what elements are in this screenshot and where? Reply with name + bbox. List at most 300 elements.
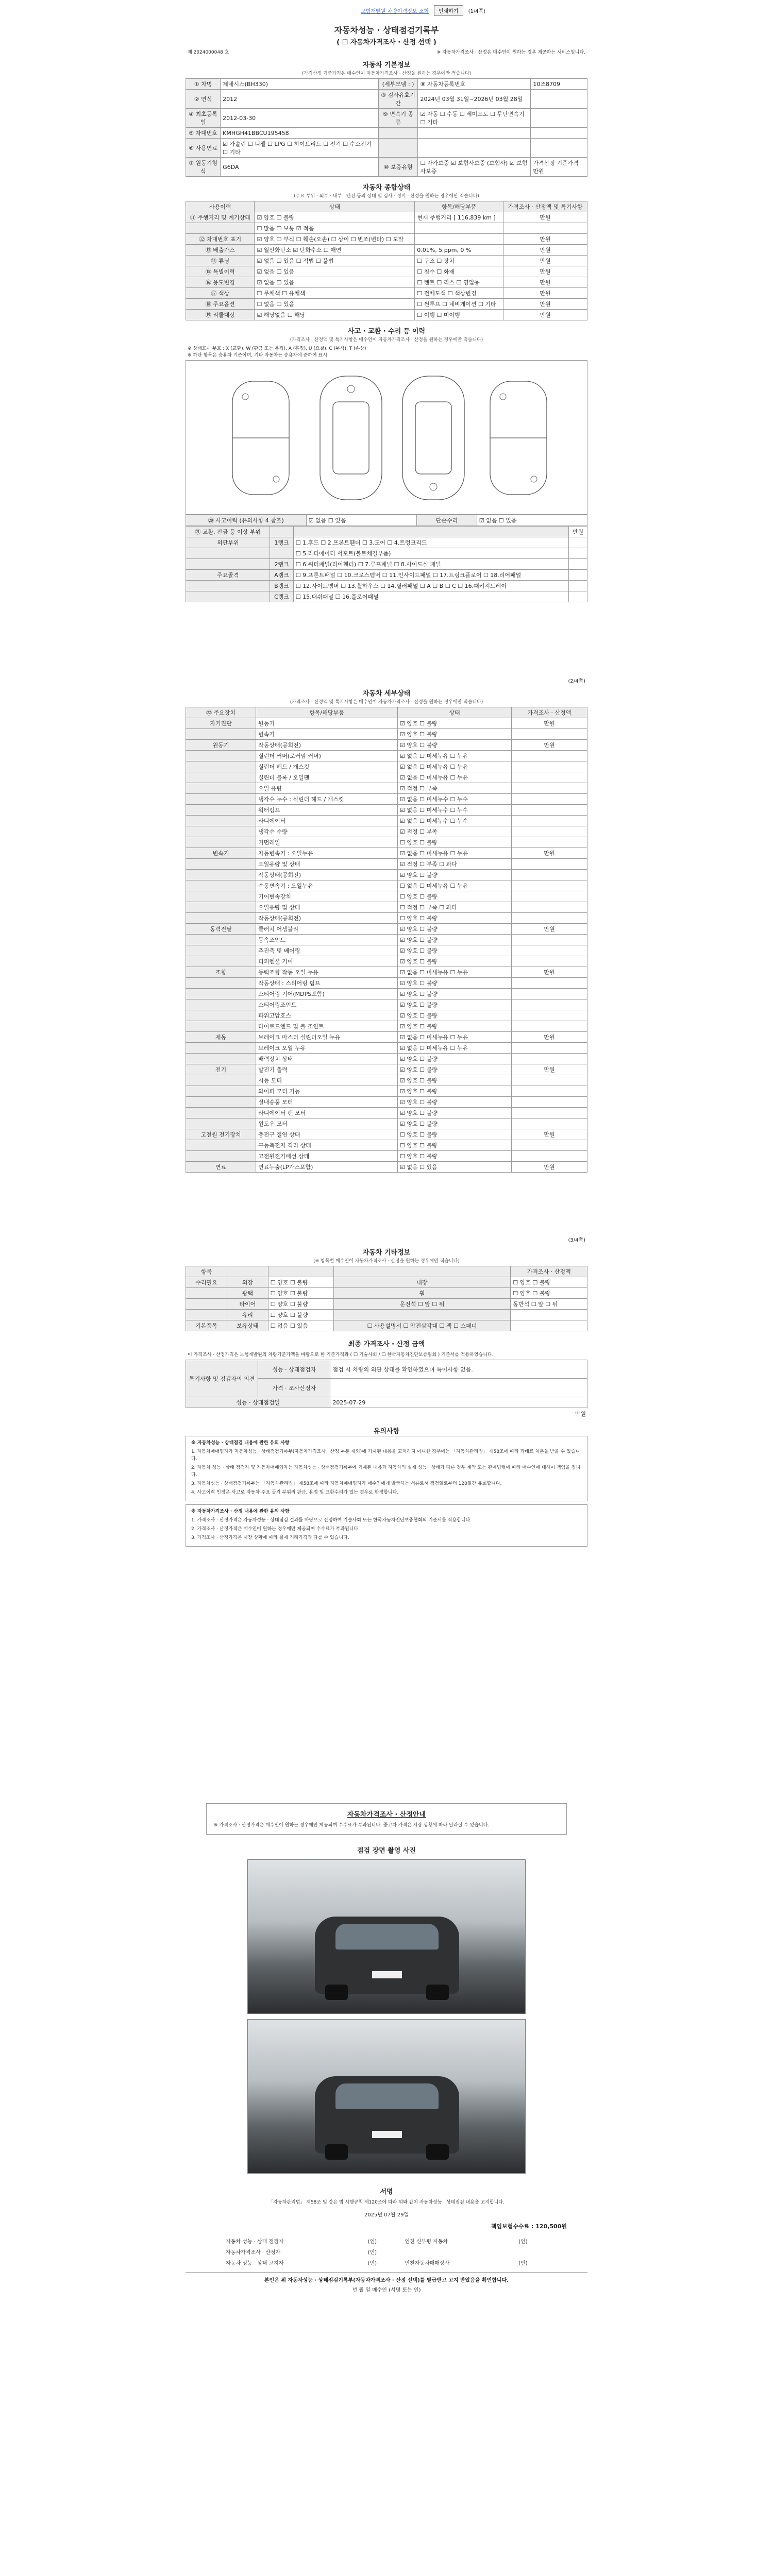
overall-row-cell: ☐ 렌트 ☐ 리스 ☐ 영업용 [415,277,503,288]
other-row-cell: ☐ 양호 ☐ 불량 [511,1288,587,1299]
detail-row-cell [511,816,587,826]
overall-row-cell: ⑯ 용도변경 [186,277,255,288]
detail-row-cell: 구동축전지 격리 상태 [256,1140,398,1151]
detail-row-cell [511,826,587,837]
note-item: 2. 가격조사 · 산정가격은 매수인이 원하는 경우에만 제공되며 수수료가 부과됩니다. [191,1527,360,1532]
detail-row-cell [511,751,587,761]
photo-title: 점검 장면 촬영 사진 [357,1847,416,1855]
basic-row [186,139,587,158]
other-row [186,1288,587,1299]
detail-row-cell [511,989,587,999]
panel-row [186,548,587,559]
detail-row-cell: ☑ 양호 ☐ 불량 [397,1075,511,1086]
overall-row-cell: ☐ 전체도색 ☐ 색상변경 [415,288,503,299]
basic-row [186,90,587,109]
detail-row-cell: 실린더 블록 / 오일팬 [256,772,398,783]
sign-cell: 자동차 성능 · 상태 고지자 [226,2261,284,2266]
detail-row-cell [186,816,256,826]
doc-number: 제 2024000048 호 [188,50,229,55]
overall-row-cell: ☑ 양호 ☐ 부식 ☐ 훼손(오손) ☐ 상이 ☐ 변조(변타) ☐ 도말 [255,234,415,245]
overall-row-cell [186,223,255,234]
detail-subtitle: (가격조사 · 산정액 및 특기사항은 매수인이 자동차가격조사 · 산정을 원하는 경우에만 적습니다) [290,700,483,705]
detail-row [186,902,587,913]
other-row-cell: ☐ 양호 ☐ 불량 [268,1299,333,1310]
overall-row-cell: ☐ 구조 ☐ 장치 [415,256,503,266]
detail-row-cell: 브레이크 마스터 실린더오일 누유 [256,1032,398,1043]
other-row-cell: ☐ 양호 ☐ 불량 [268,1310,333,1320]
detail-row [186,805,587,816]
detail-row-cell: ☐ 양호 ☐ 불량 [397,1129,511,1140]
detail-row-cell: ☑ 적정 ☐ 부족 [397,783,511,794]
detail-row [186,1108,587,1118]
detail-row-cell: 냉각수 누수 : 실린더 헤드 / 개스킷 [256,794,398,805]
panel-row-cell: ☐ 12.사이드멤버 ☐ 13.휠하우스 ☐ 14.필러패널 ☐ A ☐ B ☐ C ☐ 16.패키지트레이 [293,581,568,591]
inspect-date-label: 성능 · 상태점검일 [186,1397,330,1408]
detail-row-cell: ☐ 양호 ☐ 불량 [397,1140,511,1151]
sign-cell: (인) [367,2250,377,2256]
detail-row-cell: 연료누출(LP가스포함) [256,1162,398,1173]
detail-row-cell: 작동상태(공회전) [256,913,398,924]
detail-row [186,1032,587,1043]
detail-row-cell: 라디에이터 [256,816,398,826]
print-button[interactable]: 인쇄하기 [434,5,463,16]
detail-row-cell [186,859,256,870]
detail-row [186,1129,587,1140]
detail-row [186,1097,587,1108]
repair-label: 단순수리 [416,515,477,526]
detail-title: 자동차 세부상태 [362,690,411,698]
other-row-cell: 광택 [227,1288,268,1299]
detail-row-cell: ☑ 없음 ☐ 미세누수 ☐ 누수 [397,794,511,805]
car-top-front [320,376,382,500]
overall-row-cell: ☑ 없음 ☐ 있음 ☐ 적법 ☐ 불법 [255,256,415,266]
detail-row-cell: 작동상태 : 스티어링 펌프 [256,978,398,989]
detail-row-cell: ☑ 없음 ☐ 미세누유 ☐ 누유 [397,967,511,978]
basic-row-cell: 10조8709 [531,79,587,90]
inspector-role-2: 가격 · 조사산정자 [258,1379,330,1397]
sign-cell: (인) [518,2239,528,2245]
detail-row-cell: 만원 [511,1162,587,1173]
detail-row-cell: ☑ 양호 ☐ 불량 [397,1097,511,1108]
detail-row-cell [186,1021,256,1032]
detail-row-cell: 연료 [186,1162,256,1173]
detail-row-cell [186,1097,256,1108]
other-head-cell: 가격조사 · 산정액 [511,1266,587,1277]
overall-row-cell: ⑫ 차대번호 표기 [186,234,255,245]
other-title: 자동차 기타정보 [362,1249,411,1257]
detail-row-cell [511,1108,587,1118]
sign-cell: (인) [367,2261,377,2266]
detail-row [186,1064,587,1075]
note-item: 3. 가격조사 · 산정가격은 시장 상황에 따라 실제 거래가격과 다를 수 있습니다. [191,1535,349,1540]
detail-row-cell: ☐ 적정 ☐ 부족 ☐ 과다 [397,902,511,913]
detail-row-cell [511,783,587,794]
detail-row [186,751,587,761]
overall-row-cell: ☑ 없음 ☐ 있음 [255,266,415,277]
detail-row-cell: 수동변속기 : 오일누유 [256,880,398,891]
detail-row-cell [511,880,587,891]
detail-row-cell [511,837,587,848]
overall-row-cell: 현재 주행거리 [ 116,839 km ] [415,212,503,223]
panel-row-cell [270,548,293,559]
panel-row-cell [568,537,587,548]
history-link[interactable]: 보험개발원 차량이력정보 조회 [361,9,429,14]
detail-row [186,1075,587,1086]
inspector-label: 특기사항 및 점검자의 의견 [186,1360,258,1397]
other-row-cell [186,1310,227,1320]
page-3-marker: (3/4쪽) [568,1238,585,1243]
detail-row [186,848,587,859]
detail-row-cell [186,826,256,837]
detail-row-cell [511,1021,587,1032]
sign-row [222,2246,551,2257]
detail-row-cell: ☑ 양호 ☐ 불량 [397,729,511,740]
notes-head-1: ※ 자동차성능 · 상태점검 내용에 관한 유의 사항 [191,1440,290,1446]
detail-row-cell: ☑ 양호 ☐ 불량 [397,945,511,956]
overall-row [186,256,587,266]
sign-footer-2: 년 월 일 매수인 (서명 또는 인) [352,2287,421,2293]
detail-row-cell: 충전구 절연 상태 [256,1129,398,1140]
overall-row-cell: 만원 [503,245,587,256]
basic-table [186,78,587,177]
overall-row-cell: 만원 [503,234,587,245]
detail-row-cell [186,1118,256,1129]
panel-row-cell: 2랭크 [270,559,293,570]
car-diagram-svg [186,361,587,514]
detail-row [186,761,587,772]
overall-head-cell: 상태 [255,201,415,212]
detail-row-cell: ☑ 양호 ☐ 불량 [397,1021,511,1032]
overall-row-cell: 만원 [503,266,587,277]
detail-row [186,837,587,848]
other-row [186,1299,587,1310]
detail-row-cell: 자기진단 [186,718,256,729]
basic-row-cell: ☐ 자가보증 ☑ 보험사보증 (보험사) ☑ 보험사보증 [418,158,531,177]
basic-row-cell: ③ 검사유효기간 [378,90,418,109]
overall-title: 자동차 종합상태 [362,184,411,192]
detail-row-cell [511,772,587,783]
detail-row-cell: 라디에이터 팬 모터 [256,1108,398,1118]
detail-row [186,935,587,945]
detail-row-cell: 발전기 출력 [256,1064,398,1075]
fee-value: 120,500원 [535,2223,567,2230]
detail-row-cell: 실린더 헤드 / 개스킷 [256,761,398,772]
detail-row-cell: ☐ 없음 ☐ 미세누유 ☐ 누유 [397,880,511,891]
other-table [186,1266,587,1331]
price-table [186,1360,587,1408]
other-row-cell: 동반석 ☐ 앞 ☐ 뒤 [511,1299,587,1310]
sign-cell: (인) [367,2239,377,2245]
detail-row-cell [511,1140,587,1151]
sign-cell: (인) [518,2261,528,2266]
overall-row-cell: 만원 [503,277,587,288]
page-4 [186,1798,587,2293]
detail-row-cell: ☐ 양호 ☐ 불량 [397,891,511,902]
basic-row-cell: 2024년 03월 31일~2026년 03월 28일 [418,90,531,109]
detail-row-cell [511,859,587,870]
basic-subtitle: (가격산정 기준가격은 매수인이 자동차가격조사 · 산정을 원하는 경우에만 적습니다) [301,71,472,76]
basic-row [186,128,587,139]
note-item: 1. 가격조사 · 산정가격은 자동차성능 · 상태점검 결과를 바탕으로 산정하며 기술사회 또는 한국자동차진단보증협회의 기준서를 적용합니다. [191,1518,472,1523]
overall-row [186,223,587,234]
car-front-image [315,1917,459,1994]
detail-row [186,1054,587,1064]
detail-row-cell: ☑ 양호 ☐ 불량 [397,718,511,729]
other-row-cell: 외장 [227,1277,268,1288]
detail-row-cell: 고전원 전기장치 [186,1129,256,1140]
basic-row [186,79,587,90]
detail-row-cell [186,1075,256,1086]
inspection-photo-front [247,1859,526,2014]
overall-head [186,201,587,212]
detail-row-cell [511,945,587,956]
detail-row-cell: 스티어링조인트 [256,999,398,1010]
detail-row-cell: 오일유량 및 상태 [256,859,398,870]
overall-row-cell: ☐ 썬루프 ☐ 네비게이션 ☐ 기타 [415,299,503,310]
fee-line [186,2221,587,2231]
damage-note-1: ※ 상태표시 부호 : X (교환), W (판금 또는 용접), A (흠집), U (요철), C (부식), T (손상) [188,346,366,351]
other-row-cell: 유리 [227,1310,268,1320]
detail-row-cell [511,935,587,945]
accident-value: ☑ 없음 ☐ 있음 [306,515,416,526]
detail-row-cell: ☑ 양호 ☐ 불량 [397,978,511,989]
panel-head-cell [293,527,568,537]
panel-row-cell: ☐ 5.라디에이터 서포트(볼트체결부품) [293,548,568,559]
detail-row-cell [186,945,256,956]
detail-row [186,978,587,989]
overall-row [186,234,587,245]
panel-row [186,537,587,548]
basic-row-cell: 2012-03-30 [221,109,378,128]
detail-row-cell [186,956,256,967]
other-row-cell: 휠 [333,1288,511,1299]
detail-row-cell: ☑ 없음 ☐ 미세누유 ☐ 누유 [397,848,511,859]
detail-row [186,783,587,794]
doc-subtitle: ( ☐ 자동차가격조사 · 산정 선택 ) [337,39,436,46]
detail-row-cell: 등속조인트 [256,935,398,945]
detail-head-cell: 상태 [397,707,511,718]
overall-row-cell: ☐ 침수 ☐ 화재 [415,266,503,277]
detail-head-cell: 항목/해당부품 [256,707,398,718]
inspection-photo-rear [247,2019,526,2174]
detail-row-cell: 시동 모터 [256,1075,398,1086]
detail-row-cell [511,870,587,880]
overall-row-cell [415,223,503,234]
basic-row-cell: ☑ 가솔린 ☐ 디젤 ☐ LPG ☐ 하이브리드 ☐ 전기 ☐ 수소전기 ☐ 기타 [221,139,378,158]
detail-row-cell [511,999,587,1010]
detail-row-cell: 변속기 [256,729,398,740]
detail-row [186,859,587,870]
overall-row-cell: 만원 [503,256,587,266]
price-title: 최종 가격조사 · 산정 금액 [348,1341,425,1348]
detail-row-cell: ☑ 양호 ☐ 불량 [397,1064,511,1075]
basic-row-cell: (세부모델 : ) [378,79,418,90]
inspector-role-1: 성능 · 상태점검자 [258,1360,330,1379]
panel-row-cell [568,548,587,559]
detail-row-cell: ☐ 양호 ☐ 불량 [397,837,511,848]
panel-row [186,570,587,581]
detail-row-cell: 만원 [511,967,587,978]
detail-row-cell: ☑ 양호 ☐ 불량 [397,999,511,1010]
overall-row-cell [503,223,587,234]
detail-row-cell: 만원 [511,1129,587,1140]
detail-row-cell: ☑ 없음 ☐ 미세누유 ☐ 누유 [397,751,511,761]
detail-row-cell [186,870,256,880]
panel-row [186,559,587,570]
detail-row-cell: 원동기 [256,718,398,729]
detail-row-cell: ☑ 양호 ☐ 불량 [397,1086,511,1097]
detail-row [186,870,587,880]
sign-cell: 자동차 성능 · 상태 점검자 [226,2239,284,2245]
basic-row-cell: 2012 [221,90,378,109]
overall-row-cell: ☐ 무채색 ☐ 유채색 [255,288,415,299]
detail-row-cell: 추진축 및 베어링 [256,945,398,956]
sign-cell: 인천 신부평 자동차 [405,2239,448,2245]
car-rear-image [315,2076,459,2154]
detail-row-cell: ☑ 없음 ☐ 있음 [397,1162,511,1173]
basic-row-cell [531,109,587,128]
damage-note-2: ※ 하단 항목은 승용차 기준이며, 기타 자동차는 승용차에 준하여 표시 [188,353,327,358]
detail-row-cell [186,913,256,924]
other-head [186,1266,587,1277]
page-1 [186,16,587,602]
detail-table [186,707,587,1173]
sign-cell [514,2246,551,2257]
overall-row-cell: ☐ 없음 ☐ 있음 [255,299,415,310]
price-unit: 만원 [575,1411,586,1417]
detail-row-cell: ☑ 양호 ☐ 불량 [397,989,511,999]
panel-row-cell [568,591,587,602]
detail-row-cell: 작동상태(공회전) [256,870,398,880]
sign-text: 「자동차관리법」 제58조 및 같은 법 시행규칙 제120조에 따라 위와 같이 자동차성능 · 상태점검 내용을 고지합니다. [268,2200,505,2205]
overall-head-cell: 가격조사 · 산정액 및 특기사항 [503,201,587,212]
detail-row-cell: 배력장치 상태 [256,1054,398,1064]
detail-row-cell: ☑ 없음 ☐ 미세누유 ☐ 누유 [397,1043,511,1054]
sign-footer [186,2272,587,2293]
detail-row-cell: 제동 [186,1032,256,1043]
detail-row-cell: 실내송풍 모터 [256,1097,398,1108]
detail-row-cell: 디퍼렌셜 기어 [256,956,398,967]
note-item: 2. 자동차 성능 · 상태 점검자 및 자동차매매업자는 자동차성능 · 상태점검기록부에 기재된 내용과 자동차의 실제 성능 · 상태가 다른 경우 계약 또는 관계법령에 따라 매수인에 대하여 책임을 집니다. [191,1465,581,1478]
panel-row-cell [568,581,587,591]
other-row-cell [511,1320,587,1331]
detail-row-cell: 만원 [511,848,587,859]
detail-row-cell [511,761,587,772]
detail-row-cell: ☑ 양호 ☐ 불량 [397,924,511,935]
detail-row [186,772,587,783]
detail-row-cell: ☑ 양호 ☐ 불량 [397,935,511,945]
detail-row [186,740,587,751]
detail-row [186,924,587,935]
repair-value: ☑ 없음 ☐ 있음 [477,515,587,526]
other-row-cell [186,1299,227,1310]
overall-row-cell: ⑮ 특별이력 [186,266,255,277]
overall-row [186,245,587,256]
banner-title: 자동차가격조사 · 산정안내 [347,1811,426,1819]
detail-row-cell: ☑ 없음 ☐ 미세누수 ☐ 누수 [397,805,511,816]
detail-head-cell: ㉒ 주요장치 [186,707,256,718]
detail-row [186,956,587,967]
detail-row-cell [186,1140,256,1151]
detail-row-cell [186,891,256,902]
detail-row [186,967,587,978]
panel-row-cell: ☐ 1.후드 ☐ 2.프론트휀더 ☐ 3.도어 ☐ 4.트렁크리드 [293,537,568,548]
detail-row-cell: ☑ 없음 ☐ 미세누수 ☐ 누수 [397,816,511,826]
detail-head [186,707,587,718]
detail-row-cell [511,805,587,816]
other-row-cell: ☐ 없음 ☐ 있음 [268,1320,333,1331]
basic-row-cell [531,139,587,158]
detail-row-cell: 파워고압호스 [256,1010,398,1021]
detail-head-cell: 가격조사 · 산정액 [511,707,587,718]
other-row-cell [186,1288,227,1299]
detail-row-cell [186,880,256,891]
detail-row [186,718,587,729]
detail-row [186,999,587,1010]
detail-row-cell [186,761,256,772]
detail-row-cell: 윈도우 모터 [256,1118,398,1129]
panel-row-cell: 외판부위 [186,537,270,548]
detail-row-cell: 동력전달 [186,924,256,935]
page-2 [186,675,587,1173]
panel-row-cell: A랭크 [270,570,293,581]
overall-row-cell: ⑰ 색상 [186,288,255,299]
accident-table [186,515,587,526]
detail-row-cell [511,1086,587,1097]
banner-box [206,1803,567,1835]
detail-row-cell [186,1086,256,1097]
detail-row [186,1086,587,1097]
detail-row-cell [511,902,587,913]
page-3 [186,1234,587,1547]
detail-row-cell: ☑ 양호 ☐ 불량 [397,740,511,751]
detail-row-cell: 브레이크 오일 누유 [256,1043,398,1054]
detail-row-cell [186,978,256,989]
detail-row-cell: ☑ 양호 ☐ 불량 [397,1118,511,1129]
basic-row-cell: 제네시스(BH330) [221,79,378,90]
detail-row-cell: 실린더 커버(로커암 커버) [256,751,398,761]
detail-row-cell: 만원 [511,1032,587,1043]
sign-cell: 인천자동차매매상사 [405,2261,450,2266]
detail-row-cell: 고전원전기배선 상태 [256,1151,398,1162]
detail-row-cell [186,1151,256,1162]
detail-row-cell: 오일유량 및 상태 [256,902,398,913]
detail-row-cell: 와이퍼 모터 기능 [256,1086,398,1097]
car-top-rear [402,376,464,500]
accident-label: ⑳ 사고이력 (유의사항 4 참조) [186,515,307,526]
overall-head-cell: 항목/해당부품 [415,201,503,212]
overall-row [186,212,587,223]
sign-row [222,2257,551,2268]
detail-row-cell [186,989,256,999]
detail-row-cell [511,956,587,967]
detail-row-cell [511,1075,587,1086]
damage-subtitle: (가격조사 · 산정액 및 특기사항은 매수인이 자동차가격조사 · 산정을 원하는 경우에만 적습니다) [290,337,483,343]
detail-row-cell: 냉각수 수량 [256,826,398,837]
basic-row-cell: 가격산정 기준가격 만원 [531,158,587,177]
overall-row-cell: ⑪ 주행거리 및 계기상태 [186,212,255,223]
detail-row-cell: 자동변속기 : 오일누유 [256,848,398,859]
detail-row [186,1140,587,1151]
other-head-cell [227,1266,268,1277]
panel-row-cell [186,591,270,602]
panel-row-cell: ☐ 15.대쉬패널 ☐ 16.플로어패널 [293,591,568,602]
detail-row-cell [186,751,256,761]
page-2-marker: (2/4쪽) [568,679,585,684]
basic-row-cell: ① 차명 [186,79,221,90]
detail-row-cell: 변속기 [186,848,256,859]
panel-row-cell [568,570,587,581]
